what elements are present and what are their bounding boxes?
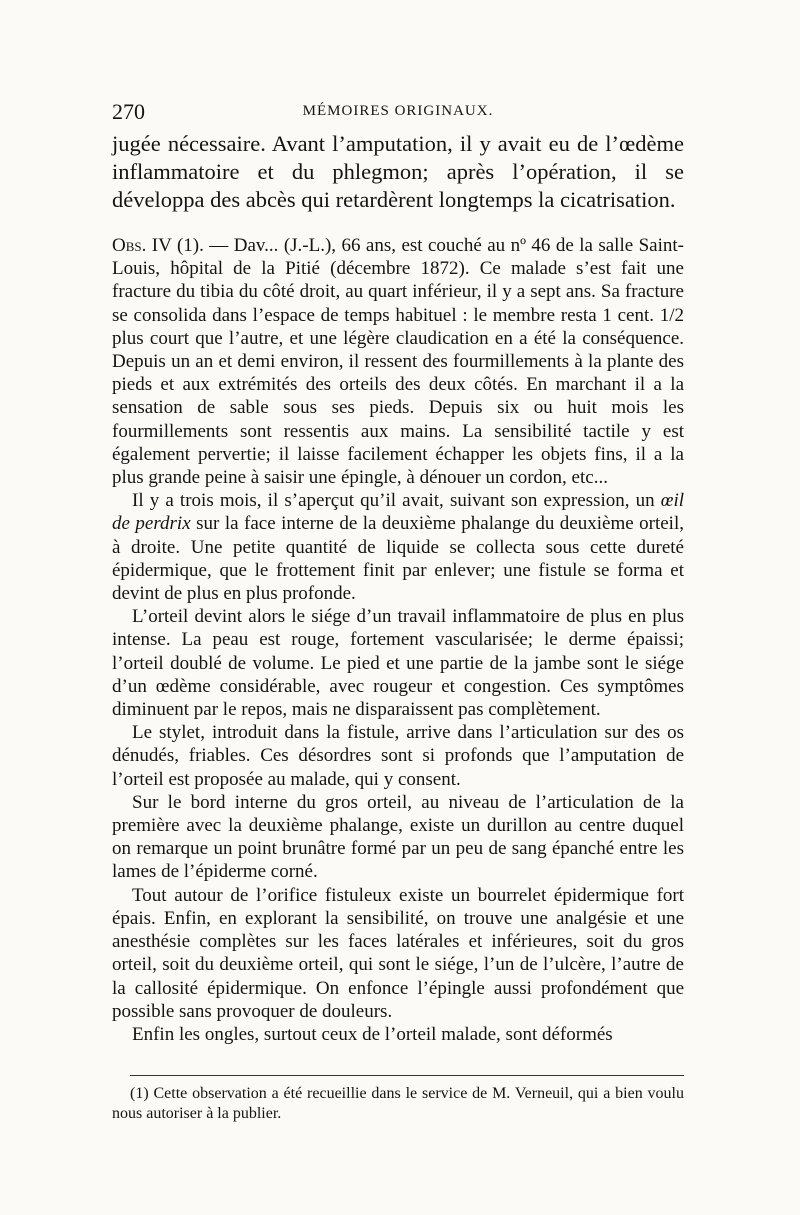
observation-paragraph-4: Le stylet, introduit dans la fistule, arrive dans l’articulation sur des os dénudés, friables. Ces désordres sont si profonds que l’amputation de l’orteil est proposée au malade, qui y consent. — [112, 722, 684, 790]
page-number: 270 — [112, 99, 145, 124]
observation-block — [112, 234, 684, 1046]
observation-paragraph-3: L’orteil devint alors le siége d’un travail inflammatoire de plus en plus intense. La peau est rouge, fortement vascularisée; le derme épaissi; l’orteil doublé de volume. Le pied et une partie de la jambe sont le siége d’un œdème considérable, avec rougeur et congestion. Ces symptômes diminuent par le repos, mais ne disparaissent pas complètement. — [112, 606, 684, 721]
observation-paragraph-5: Sur le bord interne du gros orteil, au niveau de l’articulation de la première avec la deuxième phalange, existe un durillon au centre duquel on remarque un point brunâtre formé par un peu de sang épanché entre les lames de l’épiderme corné. — [112, 791, 684, 883]
lead-paragraph-block — [112, 130, 684, 214]
observation-paragraph-6: Tout autour de l’orifice fistuleux existe un bourrelet épidermique fort épais. Enfin, en explorant la sensibilité, on trouve une analgésie et une anesthésie complètes sur les faces latérales et inférieures, soit du gros orteil, soit du deuxième orteil, qui sont le siége, l’un de l’ulcère, l’autre de la callosité épidermique. On enfonce l’épingle aussi profondément que possible sans provoquer de douleurs. — [112, 884, 684, 1022]
paragraph-2-end: sur la face interne de la deuxième phalange du deuxième orteil, à droite. Une petite quantité de liquide se collecta sous cette dureté épidermique, que le frottement finit par enlever; une fistule se forma et devint de plus en plus profonde. — [112, 513, 684, 605]
lead-paragraph: jugée nécessaire. Avant l’amputation, il y avait eu de l’œdème inflammatoire et du phlegmon; après l’opération, il se développa des abcès qui retardèrent longtemps la cicatrisation. — [112, 131, 684, 212]
observation-intro: IV (1). — Dav... (J.-L.), 66 ans, est couché au nº 46 de la salle Saint-Louis, hôpital de la Pitié (décembre 1872). Ce malade s’est fait une fracture du tibia du côté droit, au quart inférieur, il y a sept ans. Sa fracture se consolida dans l’espace de temps habituel : le membre resta 1 cent. 1/2 plus court que l’autre, et une légère claudication en a été la conséquence. Depuis un an et demi environ, il ressent des fourmillements à la plante des pieds et aux extrémités des orteils des deux côtés. En marchant il a la sensation de sable sous ses pieds. Depuis six ou huit mois les fourmillements sont ressentis aux mains. La sensibilité tactile y est également pervertie; il laisse facilement échapper les objets fins, il a la plus grande peine à saisir une épingle, à dénouer un cordon, etc... — [112, 235, 684, 489]
page-header — [112, 99, 684, 123]
observation-paragraph-1 — [112, 234, 684, 489]
body-text — [112, 130, 684, 1046]
paragraph-2-start: Il y a trois mois, il s’aperçut qu’il avait, suivant son expression, un — [132, 490, 661, 512]
observation-label: Obs. — [112, 235, 147, 256]
italic-term: œil de perdrix — [112, 490, 684, 535]
observation-paragraph-7: Enfin les ongles, surtout ceux de l’orteil malade, sont déformés — [132, 1023, 613, 1045]
footnote-text: (1) Cette observation a été recueillie dans le service de M. Verneuil, qui a bien voulu nous autoriser à la publier. — [112, 1085, 684, 1122]
running-head: MÉMOIRES ORIGINAUX. — [302, 103, 494, 119]
footnote — [112, 1084, 684, 1124]
observation-paragraph-2 — [112, 489, 684, 605]
footnote-divider — [130, 1075, 684, 1076]
